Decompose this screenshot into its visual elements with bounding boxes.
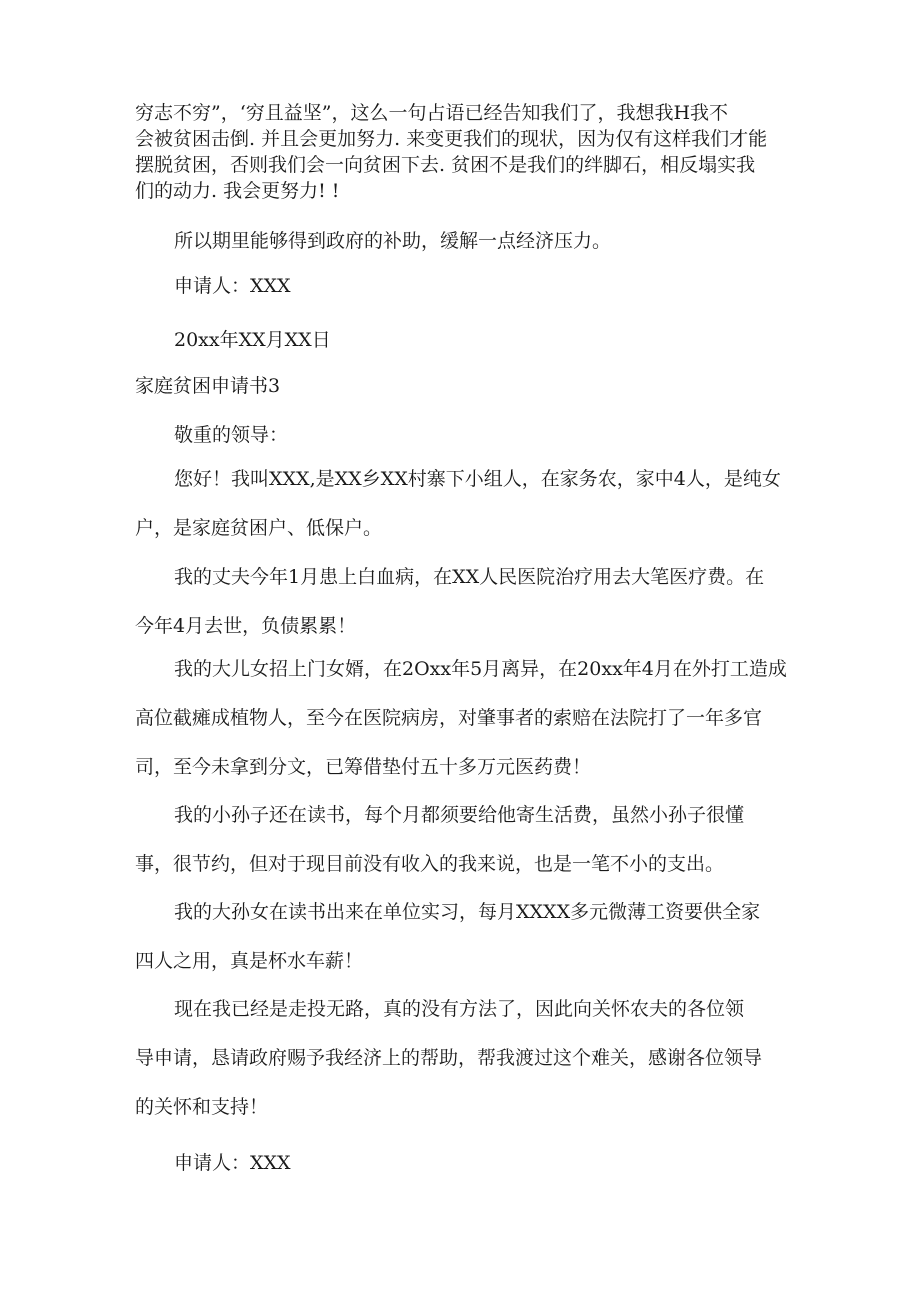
section-title: 家庭贫困申请书3 xyxy=(135,375,281,397)
text-line: 现在我已经是走投无路，真的没有方法了，因此向关怀农夫的各位领 xyxy=(174,998,745,1020)
paragraph-1 xyxy=(135,455,795,553)
text-line: 高位截瘫成植物人，至今在医院病房，对肇事者的索赔在法院打了一年多官 xyxy=(135,707,763,729)
intro-paragraph xyxy=(135,100,795,204)
text-line: 四人之用，真是杯水车薪！ xyxy=(135,950,364,972)
text-line: 我的大孙女在读书出来在单位实习，每月XXXX多元微薄工资要供全家 xyxy=(174,901,761,923)
paragraph-2 xyxy=(135,553,795,651)
text-line: 我的丈夫今年1月患上白血病，在XX人民医院治疗用去大笔医疗费。在 xyxy=(174,566,765,588)
text-line: 们的动力. 我会更努力! ! xyxy=(135,180,340,202)
text-line: 我的大儿女招上门女婿，在2Oxx年5月离异，在20xx年4月在外打工造成 xyxy=(174,658,787,680)
hope-line: 所以期里能够得到政府的补助，缓解一点经济压力。 xyxy=(174,230,612,252)
date-line: 20xx年XX月XX日 xyxy=(174,329,331,351)
paragraph-3 xyxy=(135,645,795,792)
salutation: 敬重的领导： xyxy=(174,424,289,446)
paragraph-6 xyxy=(135,985,795,1132)
text-line: 您好！我叫XXX,是XX乡XX村寨下小组人，在家务农，家中4人，是纯女 xyxy=(174,468,781,490)
text-line: 户，是家庭贫困户、低保户。 xyxy=(135,517,383,539)
paragraph-4 xyxy=(135,791,795,889)
text-line: 的关怀和支持！ xyxy=(135,1096,269,1118)
text-line: 穷志不穷”，‘穷且益坚”，这么一句占语已经告知我们了，我想我H我不 xyxy=(135,102,729,124)
text-line: 事，很节约，但对于现目前没有收入的我来说，也是一笔不小的支出。 xyxy=(135,853,725,875)
text-line: 会被贫困击倒. 并且会更加努力. 来变更我们的现状，因为仅有这样我们才能 xyxy=(135,128,768,150)
text-line: 今年4月去世，负债累累！ xyxy=(135,615,357,637)
text-line: 摆脱贫困，否则我们会一向贫困下去. 贫困不是我们的绊脚石，相反塌实我 xyxy=(135,154,756,176)
applicant-line: 申请人：XXX xyxy=(174,1152,291,1174)
text-line: 我的小孙子还在读书，每个月都须要给他寄生活费，虽然小孙子很懂 xyxy=(174,804,745,826)
paragraph-5 xyxy=(135,888,795,986)
text-line: 导申请，恳请政府赐予我经济上的帮助，帮我渡过这个难关，感谢各位领导 xyxy=(135,1047,763,1069)
text-line: 司，至今未拿到分文，已筹借垫付五十多万元医药费！ xyxy=(135,756,592,778)
applicant-line: 申请人：XXX xyxy=(174,275,291,297)
